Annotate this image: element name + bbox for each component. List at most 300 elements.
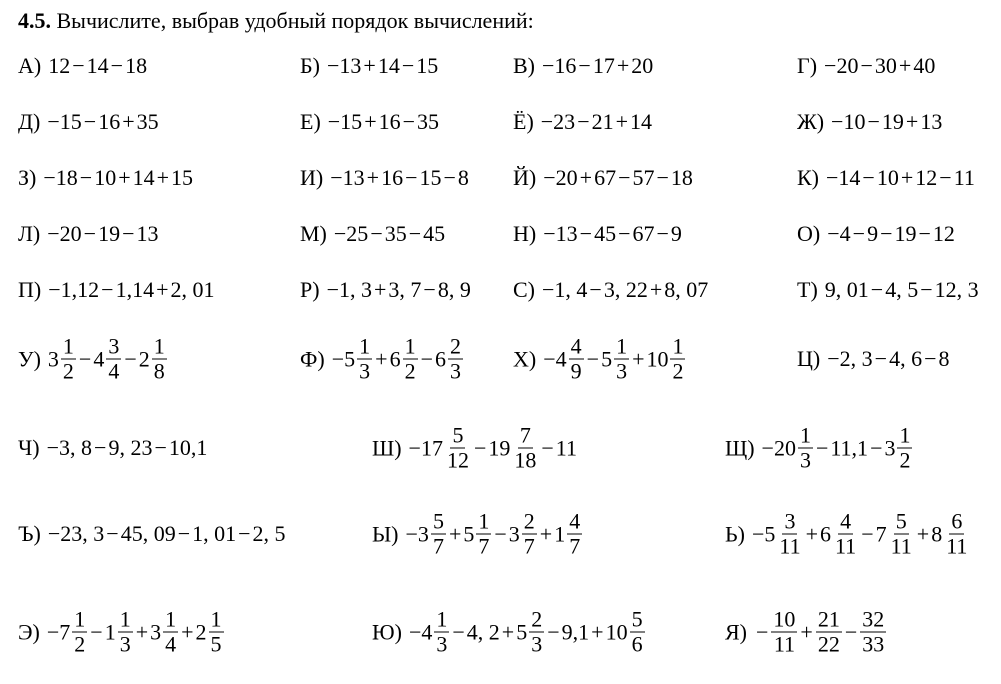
number: 15 <box>419 165 442 190</box>
operator: − <box>862 165 875 190</box>
fraction <box>569 335 584 384</box>
denominator: 3 <box>119 631 131 657</box>
mixed-number <box>762 424 814 473</box>
numerator: 1 <box>799 422 811 448</box>
number: 21 <box>591 109 614 134</box>
mixed-number <box>606 608 646 657</box>
number: 20 <box>631 53 654 78</box>
denominator: 5 <box>210 631 222 657</box>
operator: − <box>852 221 866 246</box>
number: 18 <box>125 53 148 78</box>
exercise-label: П) <box>18 277 42 302</box>
exercise-label: М) <box>300 221 327 246</box>
fraction <box>476 510 491 559</box>
operator: − <box>589 277 602 302</box>
operator: + <box>615 109 629 134</box>
exercise-label: Ь) <box>725 521 745 546</box>
numerator: 1 <box>359 333 371 359</box>
operator: − <box>618 165 631 190</box>
mixed-number <box>390 335 419 384</box>
expression <box>48 335 168 384</box>
fraction <box>448 335 463 384</box>
operator: − <box>578 53 591 78</box>
mixed-number <box>93 335 122 384</box>
mixed-number <box>150 608 179 657</box>
number: −20 <box>47 221 82 246</box>
expression <box>543 335 686 384</box>
operator: + <box>591 619 604 644</box>
number: −1,12 <box>48 277 100 302</box>
number: 16 <box>378 109 401 134</box>
number: −13 <box>543 221 578 246</box>
number: 8 <box>457 165 469 190</box>
integer-part: 2 <box>195 619 207 644</box>
exercise-item <box>513 109 652 135</box>
denominator: 18 <box>514 447 537 473</box>
integer-part: −7 <box>46 619 71 644</box>
denominator: 2 <box>672 358 684 384</box>
expression <box>47 608 225 657</box>
number: 4, 5 <box>885 277 919 302</box>
number: −4 <box>827 221 851 246</box>
exercise-item <box>18 608 225 657</box>
numerator: 32 <box>862 606 885 632</box>
numerator: 6 <box>951 508 963 534</box>
integer-part: 1 <box>104 619 116 644</box>
denominator: 7 <box>478 533 490 559</box>
fraction <box>944 510 969 559</box>
exercise-item <box>372 608 646 657</box>
number: 8 <box>938 346 950 371</box>
operator: + <box>800 619 813 644</box>
operator: − <box>443 165 456 190</box>
number: −14 <box>826 165 861 190</box>
denominator: 7 <box>432 533 444 559</box>
denominator: 12 <box>446 447 469 473</box>
numerator: 4 <box>570 333 582 359</box>
exercise-heading <box>18 8 534 34</box>
mixed-number <box>105 608 134 657</box>
number: −23 <box>540 109 576 134</box>
exercise-item <box>513 221 682 247</box>
mixed-number <box>488 424 539 473</box>
exercise-label: К) <box>797 165 819 190</box>
numerator: 7 <box>519 422 531 448</box>
numerator: 10 <box>773 606 796 632</box>
numerator: 1 <box>478 508 490 534</box>
number: 9, 23 <box>108 435 153 460</box>
integer-part: −3 <box>405 521 429 546</box>
number: 14 <box>132 165 155 190</box>
mixed-number <box>332 335 373 384</box>
exercise-item <box>797 109 942 135</box>
number: −15 <box>327 109 363 134</box>
operator: − <box>83 109 97 134</box>
operator: − <box>656 165 669 190</box>
exercise-label: Э) <box>18 619 40 644</box>
operator: + <box>156 277 169 302</box>
number: 10 <box>94 165 117 190</box>
number: 35 <box>136 109 159 134</box>
numerator: 1 <box>672 333 684 359</box>
number: 19 <box>894 221 917 246</box>
operator: − <box>122 221 135 246</box>
number: 9,1 <box>561 619 590 644</box>
exercise-label: Ч) <box>18 435 40 460</box>
fraction <box>630 608 645 657</box>
number: −23, 3 <box>47 521 105 546</box>
operator: − <box>494 521 507 546</box>
expression <box>831 109 942 135</box>
exercise-label: Щ) <box>725 435 755 460</box>
number: 45 <box>423 221 446 246</box>
exercise-item <box>725 510 970 559</box>
numerator: 1 <box>153 333 165 359</box>
operator: − <box>238 521 251 546</box>
fraction <box>152 335 167 384</box>
fraction <box>567 510 582 559</box>
expression <box>43 165 193 191</box>
number: 35 <box>417 109 440 134</box>
numerator: 1 <box>899 422 911 448</box>
denominator: 2 <box>899 447 911 473</box>
operator: + <box>501 619 515 644</box>
number: 12 <box>48 53 71 78</box>
mixed-number <box>859 608 887 657</box>
numerator: 1 <box>404 333 416 359</box>
expression <box>762 424 914 473</box>
mixed-number <box>770 608 798 657</box>
number: 8, 9 <box>437 277 471 302</box>
denominator: 2 <box>74 631 86 657</box>
operator: + <box>632 346 645 371</box>
numerator: 1 <box>119 606 131 632</box>
fraction <box>445 424 471 473</box>
fraction <box>357 335 372 384</box>
number: −13 <box>330 165 365 190</box>
fraction <box>118 608 133 657</box>
expression <box>47 435 208 461</box>
expression <box>754 608 887 657</box>
number: 1,14 <box>115 277 155 302</box>
number: −1, 3 <box>326 277 372 302</box>
mixed-number <box>884 424 913 473</box>
number: 10 <box>876 165 899 190</box>
integer-part: 1 <box>554 521 566 546</box>
exercise-item <box>18 435 207 461</box>
operator: − <box>402 109 416 134</box>
mixed-number <box>435 335 464 384</box>
mixed-number <box>463 510 492 559</box>
operator: − <box>924 346 937 371</box>
expression <box>541 109 652 135</box>
exercise-item <box>513 165 693 191</box>
operator: − <box>473 435 487 460</box>
integer-part: 2 <box>138 346 150 371</box>
exercise-item <box>18 109 159 135</box>
expression <box>327 277 471 303</box>
expression <box>328 109 439 135</box>
expression <box>409 424 577 473</box>
number: 14 <box>86 53 109 78</box>
expression <box>330 165 469 191</box>
numerator: 1 <box>74 606 86 632</box>
integer-part: 7 <box>875 521 887 546</box>
operator: + <box>905 109 919 134</box>
operator: + <box>181 619 194 644</box>
expression <box>825 277 979 303</box>
exercise-instruction: Вычислите, выбрав удобный порядок вычислений: <box>51 8 534 33</box>
fraction <box>106 335 121 384</box>
exercise-item <box>18 277 214 303</box>
mixed-number <box>554 510 583 559</box>
fraction <box>163 608 178 657</box>
operator: − <box>83 221 97 246</box>
exercise-label: Ё) <box>513 109 534 134</box>
fraction <box>529 608 544 657</box>
numerator: 1 <box>210 606 222 632</box>
numerator: 1 <box>165 606 177 632</box>
expression <box>752 510 970 559</box>
exercise-item <box>300 221 445 247</box>
mixed-number <box>509 510 538 559</box>
numerator: 5 <box>452 422 464 448</box>
numerator: 5 <box>432 508 444 534</box>
operator: − <box>656 221 669 246</box>
number: 35 <box>384 221 407 246</box>
exercise-label: Я) <box>725 619 747 644</box>
expression <box>406 510 584 559</box>
operator: − <box>844 619 858 644</box>
numerator: 21 <box>817 606 840 632</box>
number: 4, 2 <box>466 619 500 644</box>
denominator: 22 <box>817 631 840 657</box>
numerator: 3 <box>784 508 796 534</box>
number: 57 <box>632 165 655 190</box>
exercise-item <box>797 277 979 303</box>
number: 2, 01 <box>170 277 215 302</box>
integer-part: 3 <box>508 521 520 546</box>
mixed-number <box>646 335 686 384</box>
number: −20 <box>543 165 578 190</box>
number: 19 <box>881 109 904 134</box>
number: 13 <box>920 109 943 134</box>
number: −13 <box>326 53 362 78</box>
operator: − <box>78 346 92 371</box>
denominator: 3 <box>799 447 811 473</box>
integer-part: 3 <box>150 619 162 644</box>
expression <box>824 53 935 79</box>
denominator: 11 <box>946 533 968 559</box>
mixed-number <box>196 608 225 657</box>
numerator: 2 <box>523 508 535 534</box>
fraction <box>72 608 87 657</box>
number: 16 <box>98 109 121 134</box>
mixed-number <box>752 510 804 559</box>
fraction <box>897 424 912 473</box>
mixed-number <box>931 510 970 559</box>
fraction <box>512 424 538 473</box>
number: −1, 4 <box>542 277 588 302</box>
exercise-label: Ж) <box>797 109 825 134</box>
exercise-item <box>18 53 147 79</box>
number: 13 <box>136 221 159 246</box>
exercise-item <box>797 165 975 191</box>
integer-part: 6 <box>389 346 401 371</box>
exercise-item <box>300 335 464 384</box>
number: 18 <box>670 165 693 190</box>
denominator: 11 <box>773 631 796 657</box>
denominator: 11 <box>890 533 912 559</box>
number: 12 <box>915 165 938 190</box>
fraction <box>61 335 76 384</box>
operator: − <box>815 435 829 460</box>
operator: − <box>756 619 769 644</box>
operator: − <box>452 619 465 644</box>
exercise-label: Б) <box>300 53 320 78</box>
numerator: 2 <box>531 606 543 632</box>
number: 15 <box>171 165 194 190</box>
operator: + <box>375 346 388 371</box>
operator: − <box>110 53 124 78</box>
mixed-number <box>47 608 88 657</box>
exercise-label: Х) <box>513 346 537 371</box>
number: −15 <box>47 109 82 134</box>
operator: − <box>586 346 600 371</box>
exercise-item <box>725 608 887 657</box>
exercise-label: Й) <box>513 165 537 190</box>
operator: − <box>579 221 593 246</box>
denominator: 4 <box>165 631 177 657</box>
exercise-item <box>300 53 438 79</box>
integer-part: 5 <box>463 521 475 546</box>
mixed-number <box>601 335 630 384</box>
integer-part: 5 <box>516 619 528 644</box>
integer-part: −20 <box>761 435 796 460</box>
number: 3, 22 <box>603 277 648 302</box>
number: 15 <box>416 53 439 78</box>
exercise-number: 4.5. <box>18 8 51 33</box>
integer-part: 8 <box>931 521 943 546</box>
operator: − <box>79 165 93 190</box>
operator: − <box>861 521 874 546</box>
number: 14 <box>377 53 400 78</box>
exercise-item <box>300 109 439 135</box>
number: 17 <box>592 53 615 78</box>
fraction <box>798 424 813 473</box>
integer-part: 19 <box>488 435 511 460</box>
number: 45 <box>594 221 617 246</box>
operator: + <box>122 109 135 134</box>
denominator: 3 <box>616 358 628 384</box>
mixed-number <box>543 335 584 384</box>
operator: − <box>101 277 114 302</box>
operator: + <box>579 165 593 190</box>
mixed-number <box>876 510 915 559</box>
operator: − <box>880 221 893 246</box>
denominator: 6 <box>631 631 643 657</box>
integer-part: −17 <box>408 435 443 460</box>
operator: − <box>401 53 415 78</box>
number: 67 <box>594 165 617 190</box>
denominator: 4 <box>108 358 120 384</box>
exercise-label: В) <box>513 53 535 78</box>
exercise-label: Н) <box>513 221 537 246</box>
fraction <box>833 510 858 559</box>
exercise-item <box>513 53 653 79</box>
exercise-item <box>18 221 159 247</box>
number: −20 <box>824 53 859 78</box>
denominator: 9 <box>570 358 582 384</box>
operator: − <box>177 521 191 546</box>
number: −18 <box>43 165 78 190</box>
fraction <box>434 608 449 657</box>
expression <box>327 53 438 79</box>
number: 11 <box>953 165 975 190</box>
exercise-item <box>18 521 286 547</box>
number: 11,1 <box>830 435 869 460</box>
fraction <box>860 608 886 657</box>
numerator: 4 <box>840 508 852 534</box>
denominator: 7 <box>523 533 535 559</box>
number: 16 <box>381 165 404 190</box>
numerator: 5 <box>895 508 907 534</box>
integer-part: 10 <box>646 346 669 371</box>
mixed-number <box>406 510 447 559</box>
operator: − <box>90 619 103 644</box>
denominator: 33 <box>862 631 885 657</box>
expression <box>543 221 682 247</box>
exercise-item <box>725 424 913 473</box>
expression <box>543 165 693 191</box>
number: 10,1 <box>168 435 208 460</box>
number: 19 <box>98 221 121 246</box>
integer-part: −5 <box>331 346 356 371</box>
expression <box>47 109 158 135</box>
operator: + <box>156 165 170 190</box>
expression <box>409 608 646 657</box>
expression <box>48 277 214 303</box>
exercise-label: Л) <box>18 221 41 246</box>
number: 4, 6 <box>889 346 923 371</box>
operator: − <box>867 109 880 134</box>
exercise-item <box>18 335 168 384</box>
operator: − <box>577 109 590 134</box>
number: 40 <box>913 53 936 78</box>
operator: + <box>900 165 914 190</box>
exercise-item <box>513 335 686 384</box>
denominator: 3 <box>531 631 543 657</box>
exercise-item <box>797 346 949 372</box>
exercise-item <box>513 277 708 303</box>
integer-part: −5 <box>751 521 776 546</box>
number: 30 <box>874 53 897 78</box>
exercise-label: Ы) <box>372 521 399 546</box>
expression <box>826 165 975 191</box>
fraction <box>889 510 914 559</box>
fraction <box>209 608 224 657</box>
expression <box>47 221 158 247</box>
operator: − <box>94 435 107 460</box>
operator: + <box>366 165 380 190</box>
operator: − <box>408 221 422 246</box>
numerator: 1 <box>436 606 448 632</box>
mixed-number <box>139 335 168 384</box>
integer-part: 3 <box>47 346 59 371</box>
operator: + <box>539 521 553 546</box>
operator: − <box>860 53 873 78</box>
fraction <box>403 335 418 384</box>
